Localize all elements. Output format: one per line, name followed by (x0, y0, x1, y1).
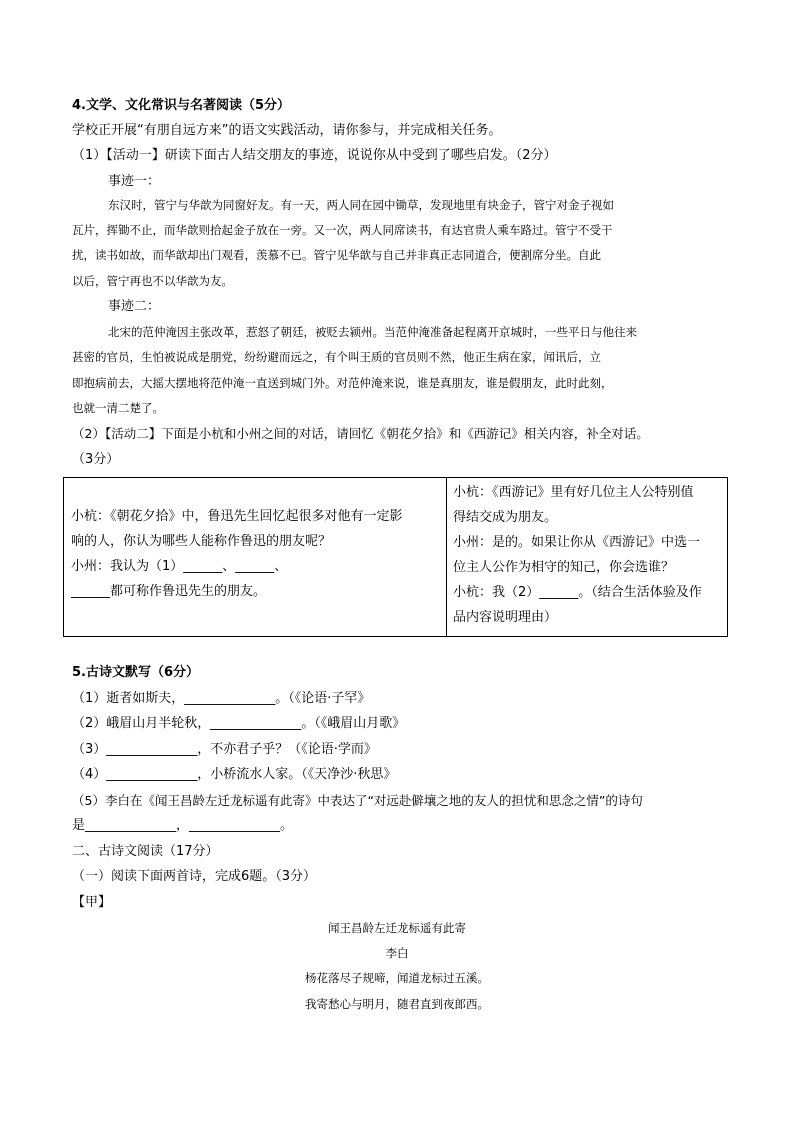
table-left-line: 小杭：《朝花夕拾》中，鲁迅先生回忆起很多对他有一定影 (71, 509, 403, 524)
table-right-line: 小杭：《西游记》里有好几位主人公特别值 (453, 485, 694, 500)
q4-part2-score: （3分） (72, 452, 120, 467)
table-right-line: 得结交成为朋友。 (453, 510, 558, 525)
q5-line: （5）李白在《闻王昌龄左迁龙标遥有此寄》中表达了“对远赴僻壤之地的友人的担忧和思念之情”的诗句 (72, 793, 643, 808)
poem-author: 李白 (385, 946, 409, 960)
q5-line: （2）峨眉山月半轮秋，______________。（《峨眉山月歌》 (72, 716, 406, 731)
poem-line: 我寄愁心与明月，随君直到夜郎西。 (305, 997, 489, 1011)
poem-line: 杨花落尽子规啼，闻道龙标过五溪。 (305, 971, 489, 985)
q4-intro: 学校正开展“有朋自远方来”的语文实践活动，请你参与，并完成相关任务。 (72, 123, 502, 138)
section2-title: 二、古诗文阅读（17分） (72, 844, 219, 859)
story1-line: 以后，管宁再也不以华歆为友。 (72, 274, 233, 288)
q5-line: （4）______________，小桥流水人家。（《天净沙·秋思》 (72, 767, 397, 782)
table-left-line: ______都可称作鲁迅先生的朋友。 (71, 584, 267, 599)
table-divider (446, 478, 447, 636)
story2-line: 北宋的范仲淹因主张改革，惹怒了朝廷，被贬去颍州。当范仲淹准备起程离开京城时，一些平日与他往来 (108, 325, 637, 339)
q5-line: 是______________，______________。 (72, 818, 294, 833)
table-left-line: 响的人，你认为哪些人能称作鲁迅的朋友呢？ (71, 534, 332, 549)
table-right-line: 品内容说明理由） (453, 610, 558, 625)
table-right-line: 位主人公作为相守的知己，你会选谁？ (453, 560, 675, 575)
poem-marker-jia: 【甲】 (72, 895, 112, 910)
q4-title: 4.文学、文化常识与名著阅读（5分） (72, 98, 291, 113)
story1-label: 事迹一： (108, 174, 161, 189)
q5-line: （3）______________，不亦君子乎？（《论语·学而》 (72, 742, 377, 757)
section2-subtitle: （一）阅读下面两首诗，完成6题。（3分） (72, 869, 317, 884)
q5-line: （1）逝者如斯夫，______________。（《论语·子罕》 (72, 691, 371, 706)
table-right-line: 小杭：我（2）______。（结合生活体验及作 (453, 585, 702, 600)
story2-line: 也就一清二楚了。 (72, 401, 164, 415)
table-left-line: 小州：我认为（1）______、______、 (71, 559, 288, 574)
story1-line: 扰，读书如故，而华歆却出门观看，羡慕不已。管宁见华歆与自己并非真正志同道合，便割席分坐。自此 (72, 248, 601, 262)
table-right-line: 小州：是的。如果让你从《西游记》中选一 (453, 535, 701, 550)
q4-part2: （2）【活动二】下面是小杭和小州之间的对话，请回忆《朝花夕拾》和《西游记》相关内容，补全对话。 (72, 426, 649, 441)
story1-line: 东汉时，管宁与华歆为同窗好友。有一天，两人同在园中锄草，发现地里有块金子，管宁对金子视如 (108, 198, 614, 212)
story2-line: 甚密的官员，生怕被说成是朋党，纷纷避而远之，有个叫王质的官员则不然，他正生病在家，闻讯后，立 (72, 350, 601, 364)
story1-line: 瓦片，挥锄不止，而华歆则拾起金子放在一旁。又一次，两人同席读书，有达官贵人乘车路过。管宁不受干 (72, 223, 613, 237)
poem-title: 闻王昌龄左迁龙标遥有此寄 (328, 921, 466, 935)
q4-part1: （1）【活动一】研读下面古人结交朋友的事迹，说说你从中受到了哪些启发。（2分） (72, 148, 557, 163)
dialogue-table (63, 477, 728, 637)
q5-title: 5.古诗文默写（6分） (72, 665, 200, 680)
story2-line: 即抱病前去，大摇大摆地将范仲淹一直送到城门外。对范仲淹来说，谁是真朋友，谁是假朋友，此时此刻， (72, 376, 613, 390)
story2-label: 事迹二： (108, 299, 161, 314)
